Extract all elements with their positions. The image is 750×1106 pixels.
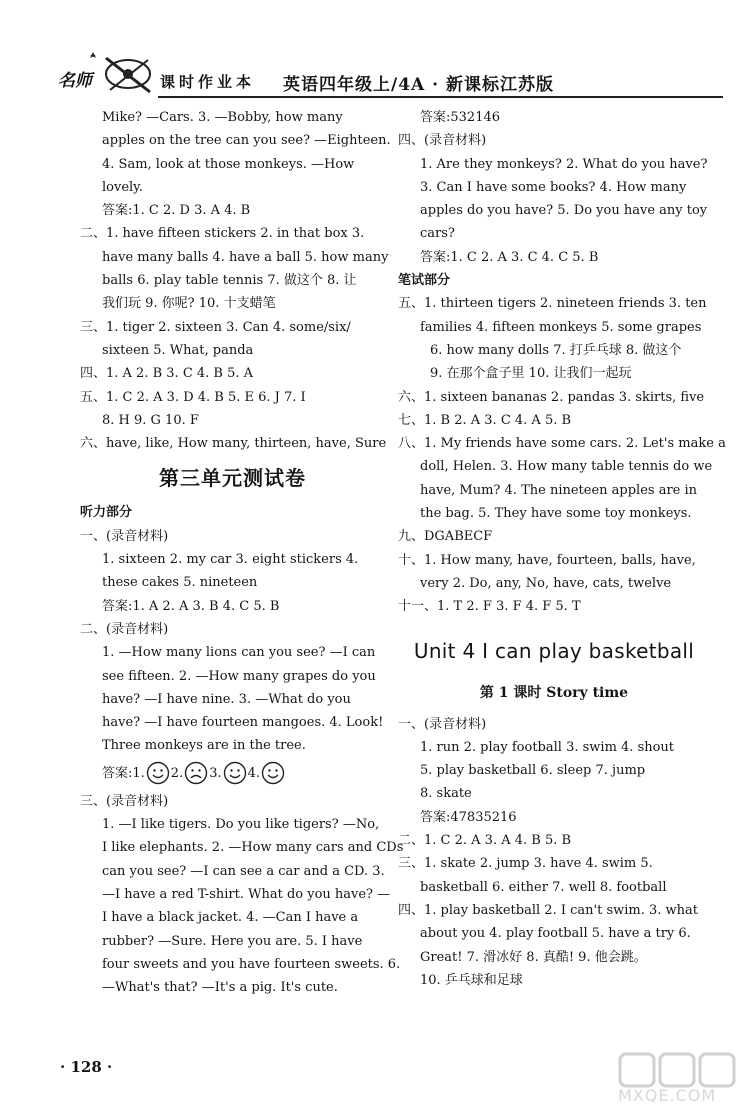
- smiley-face-icon: [261, 761, 285, 785]
- exercise-heading: 七、1. B 2. A 3. C 4. A 5. B: [398, 412, 572, 428]
- exercise-heading: 四、1. play basketball 2. I can't swim. 3. what: [398, 902, 698, 918]
- answer-line: 答案:1. C 2. A 3. C 4. C 5. B: [420, 249, 599, 265]
- right-column: [398, 106, 726, 992]
- text-line: sixteen 5. What, panda: [102, 342, 254, 358]
- exercise-heading: 五、1. thirteen tigers 2. nineteen friends 3. ten: [398, 296, 707, 312]
- text-line: have? —I have nine. 3. —What do you: [102, 691, 351, 707]
- text-line: 1. —I like tigers. Do you like tigers? —No,: [102, 817, 380, 833]
- text-line: Three monkeys are in the tree.: [102, 738, 306, 754]
- series-name: 课时作业本: [160, 73, 256, 91]
- header-rule: [158, 96, 723, 98]
- text-line: doll, Helen. 3. How many table tennis do we: [420, 459, 713, 475]
- text-line: 1. run 2. play football 3. swim 4. shout: [420, 739, 675, 755]
- watermark-logo-icon: [618, 1050, 738, 1090]
- exercise-heading: 四、(录音材料): [398, 133, 487, 149]
- text-line: balls 6. play table tennis 7. 做这个 8. 让: [102, 273, 357, 289]
- answer-number: 4.: [247, 765, 261, 781]
- exercise-heading: 二、1. have fifteen stickers 2. in that box 3.: [80, 226, 365, 242]
- text-line: I like elephants. 2. —How many cars and CDs: [102, 840, 404, 856]
- exercise-heading: 三、1. tiger 2. sixteen 3. Can 4. some/six/: [80, 319, 351, 335]
- text-line: 1. sixteen 2. my car 3. eight stickers 4.: [102, 552, 359, 568]
- exercise-heading: 四、1. A 2. B 3. C 4. B 5. A: [80, 366, 254, 382]
- exercise-heading: 一、(录音材料): [80, 528, 169, 544]
- text-line: 8. H 9. G 10. F: [102, 412, 199, 428]
- exercise-heading: 一、(录音材料): [398, 716, 487, 732]
- text-line: 5. play basketball 6. sleep 7. jump: [420, 763, 646, 779]
- listening-section-label: 听力部分: [80, 505, 133, 521]
- smiley-face-icon: [223, 761, 247, 785]
- text-line: Great! 7. 滑冰好 8. 真酷! 9. 他会跳。: [420, 949, 647, 965]
- text-line: these cakes 5. nineteen: [102, 575, 258, 591]
- logo-text: 名师: [58, 71, 92, 91]
- watermark-text: MXQE.COM: [618, 1086, 717, 1105]
- text-line: about you 4. play football 5. have a try 6.: [420, 926, 691, 942]
- text-line: Mike? —Cars. 3. —Bobby, how many: [102, 110, 343, 125]
- text-line: rubber? —Sure. Here you are. 5. I have: [102, 933, 363, 949]
- text-line: 9. 在那个盒子里 10. 让我们一起玩: [430, 366, 632, 382]
- left-column: [80, 106, 404, 999]
- text-line: 10. 乒乓球和足球: [420, 972, 523, 988]
- text-line: very 2. Do, any, No, have, cats, twelve: [420, 575, 672, 591]
- text-line: 1. Are they monkeys? 2. What do you have?: [420, 156, 708, 172]
- exercise-heading: 二、1. C 2. A 3. A 4. B 5. B: [398, 833, 572, 849]
- sad-face-icon: [184, 761, 208, 785]
- exercise-heading: 十一、1. T 2. F 3. F 4. F 5. T: [398, 599, 581, 615]
- text-line: 1. —How many lions can you see? —I can: [102, 645, 376, 661]
- spacer: [398, 619, 710, 629]
- text-line: apples on the tree can you see? —Eighteen.: [102, 133, 391, 149]
- smiley-face-icon: [146, 761, 170, 785]
- unit-3-test-title: 第三单元测试卷: [159, 466, 306, 491]
- text-line: 我们玩 9. 你呢? 10. 十支蜡笔: [102, 296, 276, 312]
- unit-4-title: Unit 4 I can play basketball: [413, 638, 695, 663]
- answer-label: 答案:: [102, 765, 133, 781]
- answer-line: 答案:532146: [420, 110, 501, 125]
- text-line: 3. Can I have some books? 4. How many: [420, 179, 687, 195]
- answer-number: 3.: [209, 765, 222, 781]
- text-line: —What's that? —It's a pig. It's cute.: [102, 980, 338, 996]
- exercise-heading: 三、(录音材料): [80, 793, 169, 809]
- text-line: families 4. fifteen monkeys 5. some grapes: [420, 319, 702, 335]
- exercise-heading: 九、DGABECF: [398, 529, 493, 545]
- text-line: have? —I have fourteen mangoes. 4. Look!: [102, 715, 384, 731]
- exercise-heading: 三、1. skate 2. jump 3. have 4. swim 5.: [398, 856, 653, 872]
- exercise-heading: 二、(录音材料): [80, 621, 169, 637]
- text-line: the bag. 5. They have some toy monkeys.: [420, 506, 692, 522]
- exercise-heading: 六、1. sixteen bananas 2. pandas 3. skirts, five: [398, 389, 705, 405]
- answer-line: 答案:1. C 2. D 3. A 4. B: [102, 203, 251, 219]
- page-number: · 128 ·: [60, 1058, 113, 1076]
- face-answer-line: [80, 758, 385, 790]
- text-line: four sweets and you have fourteen sweets. 6.: [102, 956, 401, 972]
- exercise-heading: 十、1. How many, have, fourteen, balls, have,: [398, 552, 696, 568]
- text-line: see fifteen. 2. —How many grapes do you: [102, 668, 376, 684]
- text-line: have, Mum? 4. The nineteen apples are in: [420, 482, 698, 498]
- written-section-label: 笔试部分: [398, 273, 451, 289]
- text-line: cars?: [420, 226, 455, 242]
- page-header: [0, 0, 750, 100]
- text-line: 8. skate: [420, 786, 472, 802]
- text-line: —I have a red T-shirt. What do you have? —: [102, 886, 391, 902]
- text-line: I have a black jacket. 4. —Can I have a: [102, 910, 359, 926]
- answer-number: 1.: [132, 765, 145, 781]
- answer-number: 2.: [170, 765, 184, 781]
- text-line: 6. how many dolls 7. 打乒乓球 8. 做这个: [430, 342, 682, 358]
- text-line: apples do you have? 5. Do you have any toy: [420, 203, 708, 219]
- exercise-heading: 六、have, like, How many, thirteen, have, Sure: [80, 436, 387, 452]
- text-line: lovely.: [102, 179, 143, 195]
- text-line: 4. Sam, look at those monkeys. —How: [102, 156, 355, 172]
- exercise-heading: 八、1. My friends have some cars. 2. Let's make a: [398, 436, 726, 452]
- answer-line: 答案:47835216: [420, 809, 517, 825]
- lesson-title: 第 1 课时 Story time: [479, 684, 629, 701]
- answer-line: 答案:1. A 2. A 3. B 4. C 5. B: [102, 598, 280, 614]
- watermark: [618, 1050, 738, 1106]
- exercise-heading: 五、1. C 2. A 3. D 4. B 5. E 6. J 7. I: [80, 389, 306, 405]
- text-line: can you see? —I can see a car and a CD. 3.: [102, 863, 385, 879]
- text-line: basketball 6. either 7. well 8. football: [420, 879, 667, 895]
- publisher-logo: [50, 52, 160, 100]
- book-title: 英语四年级上/4A · 新课标江苏版: [283, 75, 554, 95]
- text-line: have many balls 4. have a ball 5. how many: [102, 249, 389, 265]
